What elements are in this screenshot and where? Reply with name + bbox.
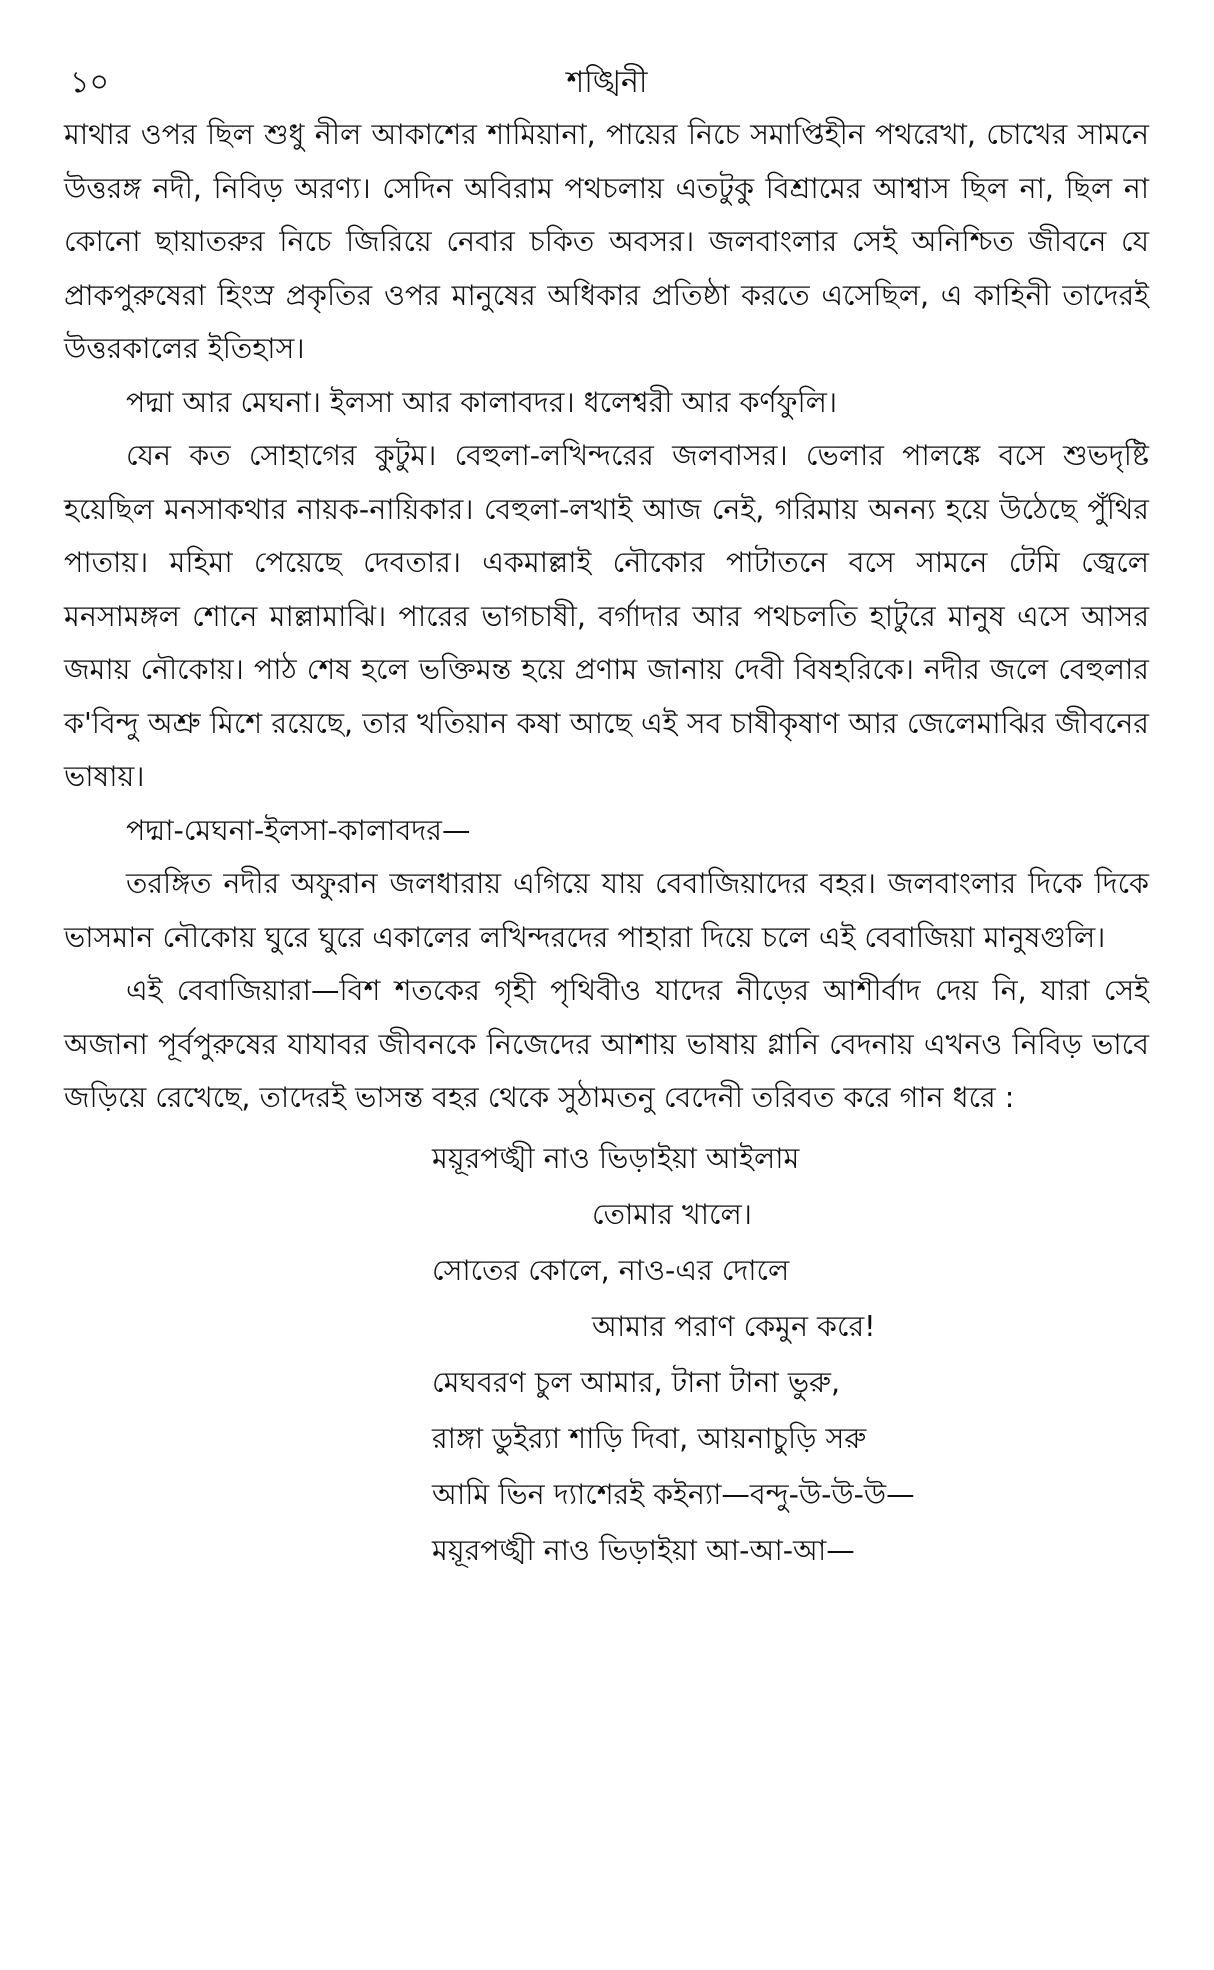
verse-line: ময়ূরপঙ্খী নাও ভিড়াইয়া আইলাম bbox=[432, 1141, 800, 1175]
paragraph: পদ্মা আর মেঘনা। ইলসা আর কালাবদর। ধলেশ্বরী আর কর্ণফুলি। bbox=[126, 385, 838, 419]
page-number: ১০ bbox=[70, 65, 109, 100]
running-title: শঙ্খিনী bbox=[566, 65, 648, 100]
verse-line: আমি ভিন দ্যাশেরই কইন্যা—বন্দু-উ-উ-উ— bbox=[432, 1477, 915, 1511]
page-header bbox=[64, 58, 1150, 108]
verse-line: তোমার খালে। bbox=[592, 1197, 752, 1231]
paragraph: পদ্মা-মেঘনা-ইলসা-কালাবদর— bbox=[126, 813, 471, 847]
paragraph: মাথার ওপর ছিল শুধু নীল আকাশের শামিয়ানা, পায়ের নিচে সমাপ্তিহীন পথরেখা, চোখের সামনে উত্তরঙ্গ নদী, নিবিড় অরণ্য। সেদিন অবিরাম পথচলায় এতটুকু বিশ্রামের আশ্বাস ছিল না, ছিল না কোনো ছায়াতরুর নিচে জিরিয়ে নেবার চকিত অবসর। জলবাংলার সেই অনিশ্চিত জীবনে যে প্রাকপুরুষেরা হিংস্র প্রকৃতির ওপর মানুষের অধিকার প্রতিষ্ঠা করতে এসেছিল, এ কাহিনী তাদেরই উত্তরকালের ইতিহাস। bbox=[64, 118, 1149, 365]
paragraph: এই বেবাজিয়ারা—বিশ শতকের গৃহী পৃথিবীও যাদের নীড়ের আশীর্বাদ দেয় নি, যারা সেই অজানা পূর্বপুরুষের যাযাবর জীবনকে নিজেদের আশায় ভাষায় গ্লানি বেদনায় এখনও নিবিড় ভাবে জড়িয়ে রেখেছে, তাদেরই ভাসন্ত বহর থেকে সুঠামতনু বেদেনী তরিবত করে গান ধরে : bbox=[64, 974, 1149, 1114]
verse-line: সোতের কোলে, নাও-এর দোলে bbox=[432, 1253, 790, 1287]
verse-line: মেঘবরণ চুল আমার, টানা টানা ভুরু, bbox=[432, 1365, 841, 1399]
verse-line: আমার পরাণ কেমুন করে! bbox=[592, 1309, 876, 1343]
paragraph: তরঙ্গিত নদীর অফুরান জলধারায় এগিয়ে যায় বেবাজিয়াদের বহর। জলবাংলার দিকে দিকে ভাসমান নৌকোয় ঘুরে ঘুরে একালের লখিন্দরদের পাহারা দিয়ে চলে এই বেবাজিয়া মানুষগুলি। bbox=[64, 867, 1149, 954]
song-verse bbox=[432, 1131, 1149, 1579]
verse-line: ময়ূরপঙ্খী নাও ভিড়াইয়া আ-আ-আ— bbox=[432, 1533, 855, 1567]
paragraph: যেন কত সোহাগের কুটুম। বেহুলা-লখিন্দরের জলবাসর। ভেলার পালঙ্কে বসে শুভদৃষ্টি হয়েছিল মনসাকথার নায়ক-নায়িকার। বেহুলা-লখাই আজ নেই, গরিমায় অনন্য হয়ে উঠেছে পুঁথির পাতায়। মহিমা পেয়েছে দেবতার। একমাল্লাই নৌকোর পাটাতনে বসে সামনে টেমি জ্বেলে মনসামঙ্গল শোনে মাল্লামাঝি। পারের ভাগচাষী, বর্গাদার আর পথচলতি হাটুরে মানুষ এসে আসর জমায় নৌকোয়। পাঠ শেষ হলে ভক্তিমন্ত হয়ে প্রণাম জানায় দেবী বিষহরিকে। নদীর জলে বেহুলার ক'বিন্দু অশ্রু মিশে রয়েছে, তার খতিয়ান কষা আছে এই সব চাষীকৃষাণ আর জেলেমাঝির জীবনের ভাষায়। bbox=[64, 439, 1149, 793]
verse-line: রাঙ্গা ডুইর‍্যা শাড়ি দিবা, আয়নাচুড়ি সরু bbox=[432, 1421, 867, 1455]
body-text bbox=[64, 108, 1149, 1579]
